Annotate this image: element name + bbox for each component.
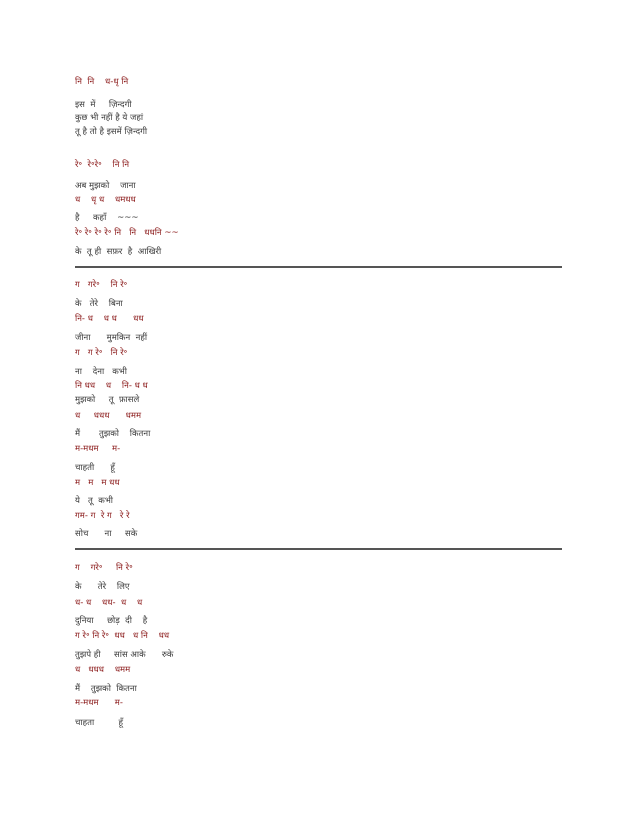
lyric-line: चाहती हूँ: [75, 463, 115, 473]
notation-line: ध धृ ध धमधध: [75, 195, 136, 205]
notation-line: ग गरे॰ नि रे॰: [75, 563, 133, 573]
notation-line: गम- ग रे ग रे रे: [75, 511, 130, 521]
lyric-line: जीना मुमकिन नहीं: [75, 333, 148, 343]
lyric-line: दुनिया छोड़ दी है: [75, 616, 148, 626]
notation-line: म-मधम म-: [75, 698, 123, 708]
lyric-line: सोच ना सके: [75, 529, 138, 539]
lyric-line: चाहता हूँ: [75, 718, 123, 728]
lyric-line: के तेरे बिना: [75, 299, 123, 309]
lyric-line: के तू ही सफ़र है आखिरी: [75, 247, 162, 257]
lyric-line: अब मुझको जाना: [75, 181, 136, 191]
notation-line: म म म धध: [75, 478, 120, 488]
notation-line: म-मधम म-: [75, 444, 121, 454]
notation-line: ग रे॰ नि रे॰ धध ध नि धध: [75, 631, 170, 641]
lyric-line: के तेरे लिए: [75, 582, 130, 592]
notation-line: ग ग रे॰ नि रे॰: [75, 348, 128, 358]
lyric-line: मुझको तू फ़ासले: [75, 395, 140, 405]
lyric-line: तू है तो है इसमें ज़िन्दगी: [75, 127, 148, 137]
section-divider: [75, 266, 562, 268]
lyric-line: इस में ज़िन्दगी: [75, 100, 132, 110]
notation-line: नि नि ध-धृ नि: [75, 77, 129, 87]
notation-line: रे॰ रे॰रे॰ नि नि: [75, 160, 130, 170]
notation-line: ध- ध धध- ध ध: [75, 598, 143, 608]
notation-line: ग गरे॰ नि रे॰: [75, 280, 128, 290]
lyric-line: मैं तुझको कितना: [75, 429, 151, 439]
lyric-line: तुझपे ही सांस आके रुके: [75, 650, 174, 660]
lyric-line: ना देना कभी: [75, 367, 127, 377]
lyric-line: कुछ भी नहीं है ये जहां: [75, 113, 144, 123]
section-divider: [75, 548, 562, 550]
notation-line: ध धधध धमम: [75, 665, 131, 675]
lyric-line: है कहाँ ~~~: [75, 213, 139, 223]
notation-line: नि धध ध नि- ध ध: [75, 381, 148, 391]
notation-line: ध धधध धमम: [75, 411, 142, 421]
notation-line: रे॰ रे॰ रे॰ रे॰ नि नि धधनि ~~: [75, 228, 179, 238]
lyric-line: ये तू कभी: [75, 496, 113, 506]
notation-line: नि- ध ध ध धध: [75, 314, 144, 324]
lyric-line: मैं तुझको कितना: [75, 684, 137, 694]
